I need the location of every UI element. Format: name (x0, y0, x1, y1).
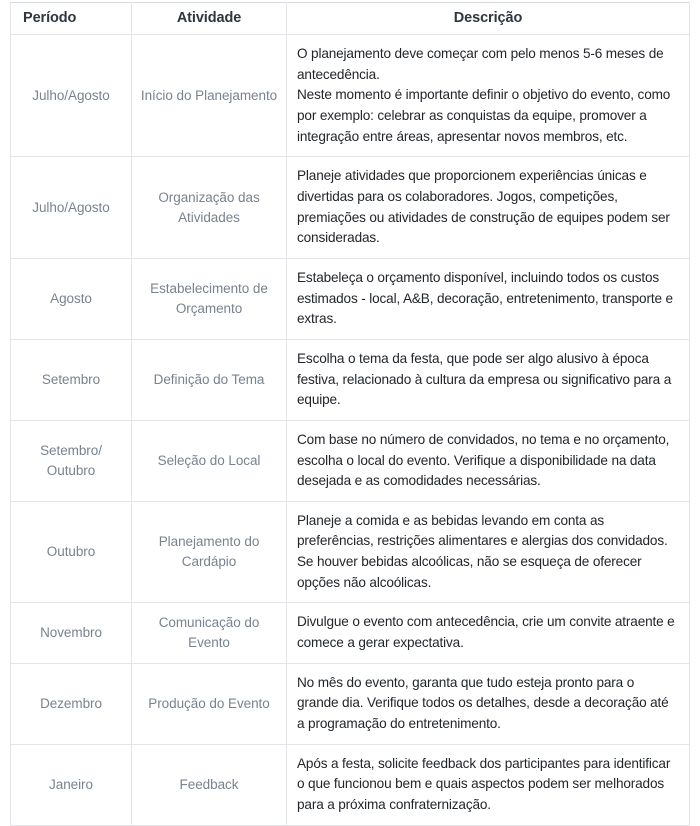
description-paragraph: Divulgue o evento com antecedência, crie um convite atraente e comece a gerar expectativa. (297, 614, 675, 651)
table-header (11, 3, 690, 35)
cell-periodo: Outubro (11, 501, 132, 603)
table-row (11, 157, 690, 259)
cell-atividade: Organização das Atividades (132, 157, 287, 259)
column-header-atividade: Atividade (132, 3, 287, 35)
table-row (11, 339, 690, 420)
table-row (11, 35, 690, 157)
description-paragraph: Planeje atividades que proporcionem experiências únicas e divertidas para os colaboradores. Jogos, competições, premiações ou atividades de construção de equipes podem ser consideradas. (297, 168, 670, 246)
description-paragraph: Após a festa, solicite feedback dos participantes para identificar o que funcionou bem e quais aspectos podem ser melhorados para a próxima confraternização. (297, 755, 671, 813)
schedule-table (10, 2, 690, 826)
cell-atividade: Planejamento do Cardápio (132, 501, 287, 603)
description-paragraph: Estabeleça o orçamento disponível, incluindo todos os custos estimados - local, A&B, decoração, entretenimento, transporte e extras. (297, 269, 673, 327)
cell-descricao (287, 35, 690, 157)
cell-descricao (287, 258, 690, 339)
cell-atividade: Seleção do Local (132, 420, 287, 501)
cell-atividade: Definição do Tema (132, 339, 287, 420)
cell-atividade: Início do Planejamento (132, 35, 287, 157)
cell-atividade: Estabelecimento de Orçamento (132, 258, 287, 339)
cell-descricao (287, 157, 690, 259)
cell-periodo: Julho/Agosto (11, 35, 132, 157)
description-paragraph: Escolha o tema da festa, que pode ser algo alusivo à época festiva, relacionado à cultura da empresa ou significativo para a equipe. (297, 350, 672, 408)
description-paragraph: Com base no número de convidados, no tema e no orçamento, escolha o local do evento. Verifique a disponibilidade na data desejada e as comodidades necessárias. (297, 431, 670, 489)
column-header-descricao: Descrição (287, 3, 690, 35)
cell-periodo: Julho/Agosto (11, 157, 132, 259)
table-header-row (11, 3, 690, 35)
cell-descricao (287, 603, 690, 663)
table-row (11, 258, 690, 339)
column-header-periodo: Período (11, 3, 132, 35)
description-paragraph: Neste momento é importante definir o objetivo do evento, como por exemplo: celebrar as conquistas da equipe, promover a integração entre áreas, apresentar novos membros, etc. (297, 87, 671, 144)
cell-periodo: Setembro (11, 339, 132, 420)
cell-periodo: Dezembro (11, 663, 132, 744)
cell-descricao (287, 744, 690, 825)
description-paragraph: O planejamento deve começar com pelo menos 5-6 meses de antecedência. (297, 46, 664, 82)
table-row (11, 744, 690, 825)
cell-descricao (287, 501, 690, 603)
cell-descricao (287, 663, 690, 744)
table-row (11, 420, 690, 501)
cell-descricao (287, 420, 690, 501)
description-paragraph: Planeje a comida e as bebidas levando em conta as preferências, restrições alimentares e alergias dos convidados. Se houver bebidas alcoólicas, não se esqueça de oferecer opções não alcoólicas. (297, 512, 668, 590)
cell-atividade: Produção do Evento (132, 663, 287, 744)
table-row (11, 603, 690, 663)
table-row (11, 663, 690, 744)
description-paragraph: No mês do evento, garanta que tudo esteja pronto para o grande dia. Verifique todos os detalhes, desde a decoração até a programação do entretenimento. (297, 674, 669, 732)
cell-atividade: Feedback (132, 744, 287, 825)
cell-periodo: Agosto (11, 258, 132, 339)
cell-atividade: Comunicação do Evento (132, 603, 287, 663)
cell-descricao (287, 339, 690, 420)
table-body (11, 35, 690, 826)
cell-periodo: Novembro (11, 603, 132, 663)
cell-periodo: Setembro/ Outubro (11, 420, 132, 501)
cell-periodo: Janeiro (11, 744, 132, 825)
table-row (11, 501, 690, 603)
